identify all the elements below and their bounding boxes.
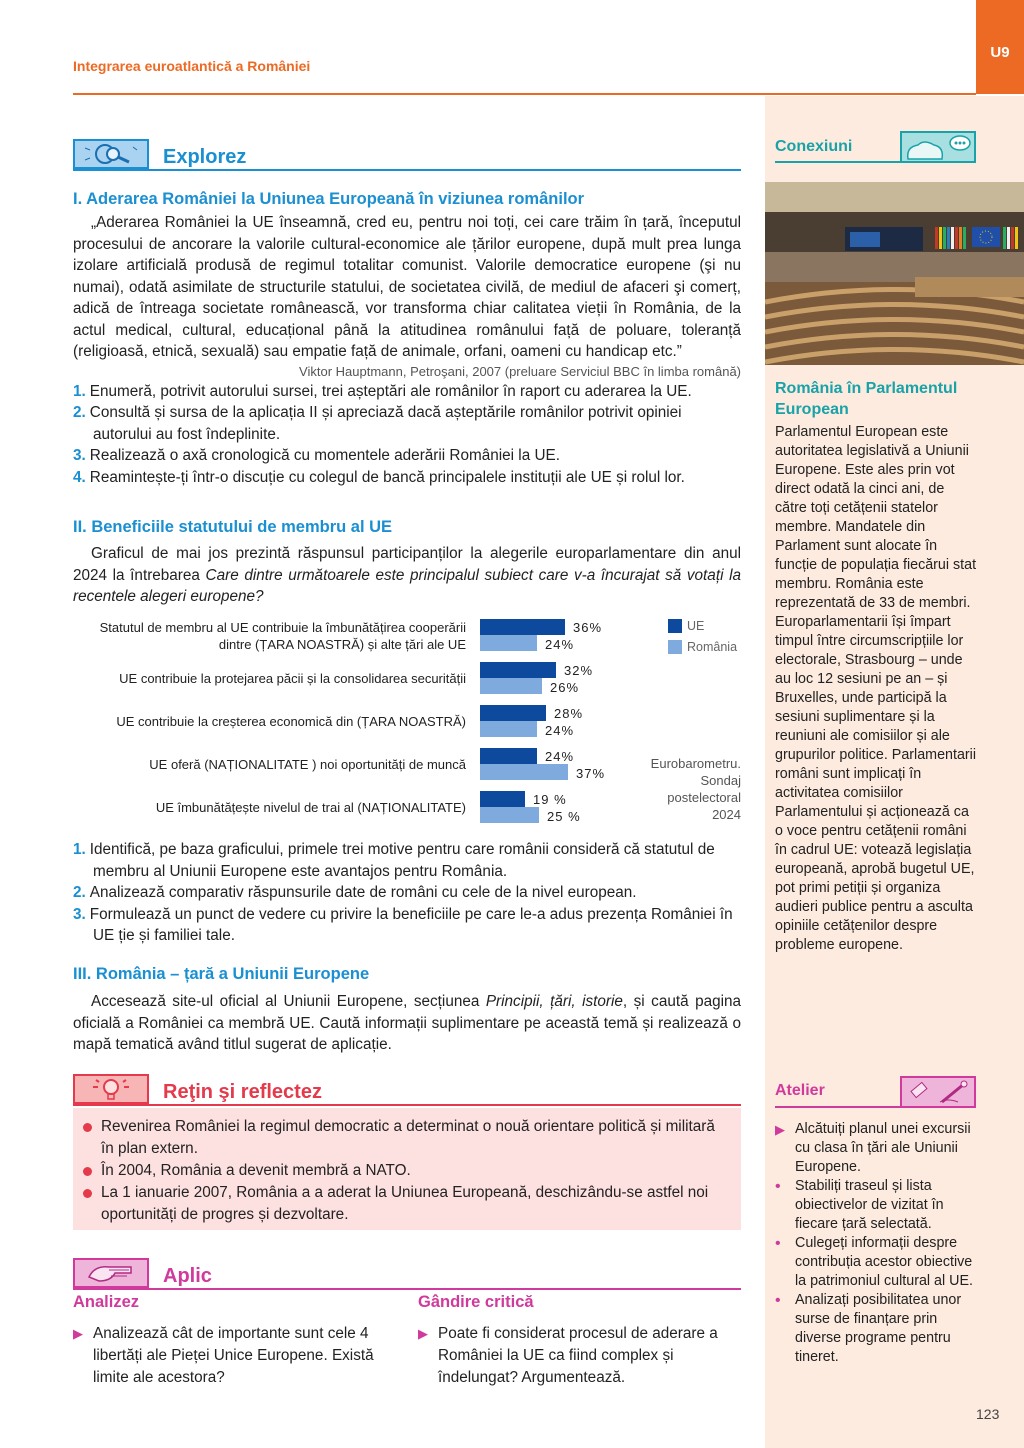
bar-ue (480, 705, 546, 721)
triangle-bullet-icon: ▶ (775, 1122, 785, 1137)
question-item (73, 839, 741, 882)
question-item (73, 882, 741, 904)
chart-category-label: UE oferă (NAȚIONALITATE ) noi oportunități de muncă (149, 757, 466, 772)
retin-item (83, 1182, 731, 1226)
section-2-questions-block (73, 839, 741, 947)
atelier-list (775, 1120, 980, 1367)
atelier-item-text: Stabiliți traseul și lista obiectivelor de vizitat în fiecare țară selectată. (795, 1178, 944, 1232)
bar-value-ue: 32% (564, 663, 594, 678)
atelier-item (775, 1291, 980, 1367)
craft-tools-icon (900, 1076, 976, 1108)
aplic-column-analizez (73, 1292, 398, 1389)
retin-title: Reţin şi reflectez (163, 1081, 322, 1103)
atelier-item-text: Culegeți informații despre contribuția acestor obiective la patrimoniul cultural al UE. (795, 1235, 973, 1289)
bar-value-romania: 24% (545, 723, 575, 738)
question-number: 4. (73, 468, 86, 486)
unit-tab (976, 0, 1024, 94)
explorez-divider (73, 169, 741, 171)
section-3-text-italic: Principii, țări, istorie (485, 993, 623, 1010)
retin-item-text: În 2004, România a devenit membră a NATO. (101, 1162, 411, 1179)
magnifier-globe-icon (73, 139, 149, 169)
question-item (73, 467, 741, 489)
atelier-divider (775, 1106, 976, 1108)
conexiuni-heading: România în Parlamentul European (775, 380, 958, 418)
bar-ue (480, 791, 525, 807)
bar-romania (480, 807, 539, 823)
atelier-lead (775, 1120, 980, 1177)
chart-intro (73, 543, 741, 608)
retin-divider (73, 1104, 741, 1106)
source-line: Eurobarometru. (650, 756, 741, 771)
retin-item (83, 1116, 731, 1160)
chart-legend (668, 615, 737, 657)
question-text: Identifică, pe baza graficului, primele trei motive pentru care românii consideră că statutul de membru al Uniunii Europene este avantajos pentru România. (89, 841, 715, 880)
section-1-heading: I. Aderarea României la Uniunea Europeană în viziunea românilor (73, 190, 585, 208)
european-parliament-photo (765, 182, 1024, 365)
source-line: Sondaj (700, 773, 741, 788)
question-text: Consultă și sursa de la aplicația II și apreciază dacă așteptările românilor potrivit opiniei autorului au fost îndeplinite. (89, 404, 682, 443)
bar-value-romania: 24% (545, 637, 575, 652)
gandire-critica-heading: Gândire critică (418, 1293, 534, 1311)
gandire-critica-text: Poate fi considerat procesul de aderare a României la UE ca fiind complex și îndelungat? Argumentează. (438, 1324, 718, 1386)
atelier-lead-text: Alcătuiți planul unei excursii cu clasa în țări ale Uniunii Europene. (795, 1121, 971, 1175)
explorez-header (73, 139, 246, 169)
bullet-dot-icon (83, 1123, 92, 1132)
aplic-title: Aplic (163, 1265, 212, 1287)
source-line: 2024 (712, 807, 741, 822)
bullet-dot-icon: • (775, 1178, 781, 1195)
triangle-bullet-icon: ▶ (73, 1325, 83, 1341)
question-number: 2. (73, 404, 86, 421)
bar-value-romania: 26% (550, 680, 580, 695)
question-text: Formulează un punct de vedere cu privire la beneficiile pe care le-a adus prezența României în UE ție și familiei tale. (89, 905, 733, 944)
gandire-critica-item (418, 1323, 741, 1389)
bullet-dot-icon: • (775, 1235, 781, 1252)
atelier-body (775, 1120, 980, 1367)
question-number: 3. (73, 905, 86, 923)
bar-ue (480, 662, 556, 678)
bullet-dot-icon (83, 1167, 92, 1176)
retin-box (73, 1108, 741, 1230)
bar-value-romania: 25 % (547, 809, 581, 824)
bar-value-ue: 24% (545, 749, 575, 764)
question-item (73, 402, 741, 445)
running-title: Integrarea euroatlantică a României (73, 58, 311, 74)
bar-romania (480, 764, 568, 780)
question-text: Reamintește-ți într-o discuție cu colegul de bancă principalele instituții ale UE și rolul lor. (89, 468, 685, 486)
question-text: Realizează o axă cronologică cu momentele aderării României la UE. (89, 447, 560, 464)
atelier-item (775, 1177, 980, 1234)
writing-hand-icon (73, 1258, 149, 1288)
section-3-text-part: Accesează site-ul oficial al Uniunii Europene, secțiunea (91, 993, 486, 1010)
legend-item-ue (668, 615, 737, 636)
chart-row (73, 660, 741, 696)
retin-item-text: La 1 ianuarie 2007, România a a aderat la Uniunea Europeană, deschizându-se astfel noi oportunități de progres și dezvoltare. (101, 1184, 709, 1223)
retin-item-text: Revenirea României la regimul democratic a determinat o nouă orientare politică și militară în plan extern. (101, 1118, 715, 1157)
chart-row (73, 703, 741, 739)
atelier-item (775, 1234, 980, 1291)
analizez-item (73, 1323, 398, 1389)
bar-ue (480, 748, 537, 764)
retin-item (83, 1160, 731, 1182)
conexiuni-divider (775, 161, 976, 163)
section-3-text-part: , și caută pagina oficială a României ca membră UE. Caută informații suplimentare pe această temă și realizează o mapă tematică având titlul sugerat de aplicație. (73, 993, 742, 1053)
bar-value-romania: 37% (576, 766, 606, 781)
chart-question: Care dintre următoarele este principalul subiect care v-a încurajat să votați la recentele alegeri europene? (73, 566, 741, 605)
question-number: 2. (73, 884, 86, 901)
bar-ue (480, 619, 565, 635)
bar-value-ue: 36% (573, 620, 603, 635)
chart-source (651, 755, 741, 823)
question-number: 1. (73, 382, 86, 400)
lightbulb-icon (73, 1074, 149, 1104)
page-number: 123 (976, 1406, 1000, 1422)
chart-row (73, 746, 741, 782)
bar-romania (480, 635, 537, 651)
chart-category-label: UE îmbunătățește nivelul de trai al (NAȚIONALITATE) (155, 800, 466, 815)
brain-speech-bubble-icon (900, 131, 976, 163)
legend-label: România (687, 639, 738, 654)
question-item (73, 904, 741, 947)
bullet-dot-icon (83, 1189, 92, 1198)
triangle-bullet-icon: ▶ (418, 1325, 428, 1341)
section-2 (73, 516, 741, 608)
question-item (73, 445, 741, 467)
retin-header (73, 1074, 322, 1104)
conexiuni-body (775, 378, 980, 955)
question-number: 3. (73, 447, 86, 464)
chart-category-label: UE contribuie la protejarea păcii și la consolidarea securității (119, 671, 466, 686)
chart-category-label: UE contribuie la creșterea economică din (ȚARA NOASTRĂ) (116, 714, 466, 729)
question-item (73, 381, 741, 403)
chart-category-label: Statutul de membru al UE contribuie la îmbunătățirea cooperării dintre (ȚARA NOASTRĂ) și alte țări ale UE (99, 620, 466, 652)
chart-intro-text: Graficul de mai jos prezintă răspunsul participanților la alegerile europarlamentare din anul 2024 la întrebarea (73, 545, 741, 584)
atelier-item-text: Analizați posibilitatea unor surse de finanțare prin diverse programe pentru tineret. (795, 1292, 962, 1365)
question-text: Enumeră, potrivit autorului sursei, trei așteptări ale românilor în raport cu aderarea la UE. (89, 382, 692, 400)
retin-list (83, 1116, 731, 1226)
aplic-column-gandire (418, 1292, 741, 1389)
section-1-questions (73, 381, 741, 489)
unit-label: U9 (990, 44, 1010, 61)
conexiuni-title: Conexiuni (775, 138, 853, 155)
chart-row (73, 617, 741, 653)
source-line: postelectoral (667, 790, 741, 805)
bar-value-ue: 28% (554, 706, 584, 721)
legend-label: UE (687, 618, 705, 633)
explorez-title: Explorez (163, 146, 247, 168)
bar-value-ue: 19 % (533, 792, 567, 807)
section-2-heading: II. Beneficiile statutului de membru al UE (73, 518, 393, 536)
bar-romania (480, 678, 542, 694)
aplic-divider (73, 1288, 741, 1290)
section-3 (73, 963, 741, 1056)
header-divider (73, 93, 976, 95)
legend-swatch (668, 619, 682, 633)
bar-chart (73, 615, 741, 830)
question-text: Analizează comparativ răspunsurile date de români cu cele de la nivel european. (89, 884, 637, 901)
bar-romania (480, 721, 537, 737)
analizez-text: Analizează cât de importante sunt cele 4 libertăți ale Pieței Unice Europene. Există limite ale acestora? (93, 1324, 374, 1386)
atelier-title: Atelier (775, 1082, 825, 1099)
legend-item-romania (668, 636, 737, 657)
section-2-questions (73, 839, 741, 947)
source-quote: „Aderarea României la UE înseamnă, cred eu, pentru noi toți, cei care trăim în țară, începutul procesului de ancorare la valorile cultural-economice ale țărilor europene, după mult prea lunga izolare artificială produsă de regimul totalitar comunist. Valorile democratice europene (şi nu numai), odată asimilate de structurile statului, de societatea civilă, de mediul de afaceri şi comerț, adică de întreaga societate românească, vor transforma chiar calitatea vieții în România, de la actul medical, cultural, educațional până la atitudinea românului față de poluare, toleranță (religioasă, etnică, sexuală) sau empatie față de animale, orfani, oameni cu handicap etc.” (73, 214, 741, 360)
section-3-text (73, 991, 741, 1056)
section-3-heading: III. România – țară a Uniunii Europene (73, 965, 370, 983)
analizez-heading: Analizez (73, 1293, 140, 1311)
bullet-dot-icon: • (775, 1292, 781, 1309)
source-attribution: Viktor Hauptmann, Petroşani, 2007 (preluare Serviciul BBC în limba română) (299, 363, 741, 379)
legend-swatch (668, 640, 682, 654)
aplic-header (73, 1258, 212, 1288)
conexiuni-text: Parlamentul European este autoritatea legislativă a Uniunii Europene. Este ales prin vot direct odată la cinci ani, de către toți cetățenii statelor membre. Mandatele din Parlament sunt alocate în funcție de populația fiecărui stat membru. România este reprezentată de 33 de membri. Europarlamentarii își împart timpul între circumscripțiile lor electorale, Strasbourg – unde au loc 12 sesiuni pe an – și Bruxelles, unde participă la sesiuni suplimentare și la reuniuni ale comisiilor și ale grupurilor politice. Parlamentarii români sunt implicați în activitatea comisiilor Parlamentului și acționează ca o voce pentru cetățenii români în cadrul UE: votează legislația europeană, aprobă bugetul UE, pot primi petiții și organiza audieri publice pentru a asculta opiniile cetățenilor despre probleme europene. (775, 424, 977, 953)
section-1 (73, 188, 741, 488)
chart-row (73, 789, 741, 825)
question-number: 1. (73, 841, 86, 858)
